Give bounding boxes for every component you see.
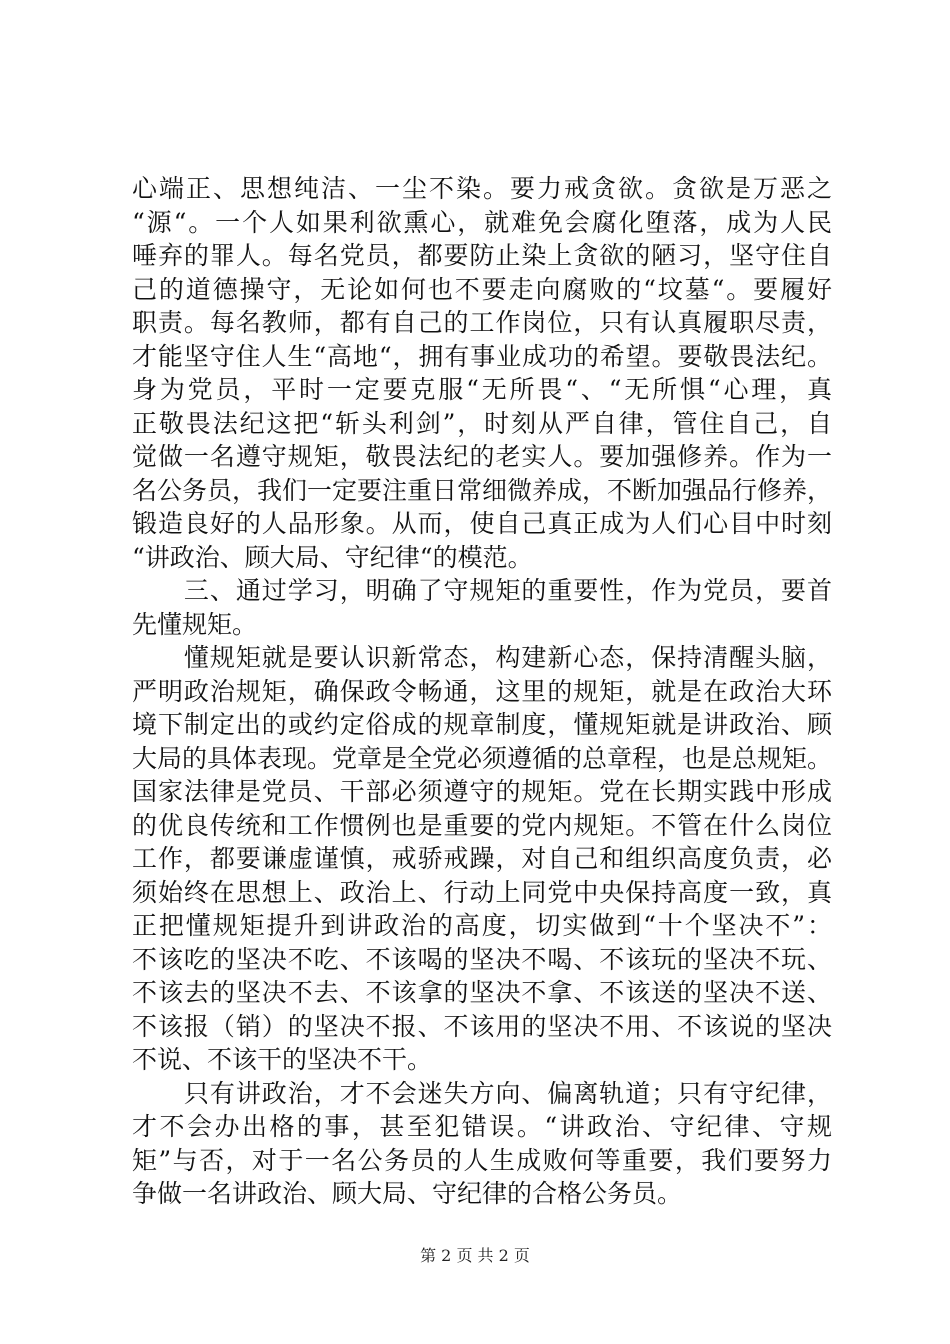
text-line: 大局的具体表现。党章是全党必须遵循的总章程，也是总规矩。 <box>132 743 833 773</box>
text-line: 须始终在思想上、政治上、行动上同党中央保持高度一致，真 <box>132 877 832 907</box>
text-line: 职责。每名教师，都有自己的工作岗位，只有认真履职尽责， <box>132 308 832 337</box>
body-text <box>132 172 832 1211</box>
text-line: 的优良传统和工作惯例也是重要的党内规矩。不管在什么岗位 <box>132 810 832 840</box>
text-line: 不说、不该干的坚决不干。 <box>132 1045 433 1074</box>
text-line: 只有讲政治，才不会迷失方向、偏离轨道；只有守纪律， <box>132 1078 832 1108</box>
text-line: 正敬畏法纪这把“斩头利剑”，时刻从严自律，管住自己，自 <box>132 408 832 438</box>
text-line: 才能坚守住人生“高地“，拥有事业成功的希望。要敬畏法纪。 <box>132 341 832 371</box>
page-footer: 第 2 页 共 2 页 <box>420 1246 530 1265</box>
text-line: 不该去的坚决不去、不该拿的坚决不拿、不该送的坚决不送、 <box>132 978 832 1007</box>
text-line: 懂规矩就是要认识新常态，构建新心态，保持清醒头脑， <box>132 643 832 672</box>
text-line: 觉做一名遵守规矩，敬畏法纪的老实人。要加强修养。作为一 <box>132 442 832 471</box>
text-line: “源“。一个人如果利欲熏心，就难免会腐化堕落，成为人民 <box>132 207 832 237</box>
text-line: 严明政治规矩，确保政令畅通，这里的规矩，就是在政治大环 <box>132 676 832 706</box>
text-line: 名公务员，我们一定要注重日常细微养成，不断加强品行修养， <box>132 475 833 505</box>
text-line: 不该报（销）的坚决不报、不该用的坚决不用、不该说的坚决 <box>132 1011 832 1041</box>
text-line: “讲政治、顾大局、守纪律“的模范。 <box>132 542 533 572</box>
text-line: 工作，都要谦虚谨慎，戒骄戒躁，对自己和组织高度负责，必 <box>132 844 832 873</box>
text-line: 唾弃的罪人。每名党员，都要防止染上贪欲的陋习，坚守住自 <box>132 241 832 270</box>
text-line: 国家法律是党员、干部必须遵守的规矩。党在长期实践中形成 <box>132 777 832 806</box>
text-line: 三、通过学习，明确了守规矩的重要性，作为党员，要首 <box>132 576 832 605</box>
text-line: 境下制定出的或约定俗成的规章制度，懂规矩就是讲政治、顾 <box>132 710 832 739</box>
text-line: 不该吃的坚决不吃、不该喝的坚决不喝、不该玩的坚决不玩、 <box>132 944 832 974</box>
text-line: 锻造良好的人品形象。从而，使自己真正成为人们心目中时刻 <box>132 509 832 538</box>
text-line: 才不会办出格的事，甚至犯错误。“讲政治、守纪律、守规 <box>132 1112 832 1141</box>
text-line: 先懂规矩。 <box>132 609 258 639</box>
text-line: 心端正、思想纯洁、一尘不染。要力戒贪欲。贪欲是万恶之 <box>132 174 832 203</box>
text-line: 正把懂规矩提升到讲政治的高度，切实做到“十个坚决不”： <box>132 911 832 940</box>
text-line: 己的道德操守，无论如何也不要走向腐败的“坟墓“。要履好 <box>132 274 832 304</box>
text-line: 身为党员，平时一定要克服“无所畏“、“无所惧“心理，真 <box>132 375 832 404</box>
text-line: 争做一名讲政治、顾大局、守纪律的合格公务员。 <box>132 1179 683 1208</box>
text-line: 矩”与否，对于一名公务员的人生成败何等重要，我们要努力 <box>132 1145 832 1175</box>
